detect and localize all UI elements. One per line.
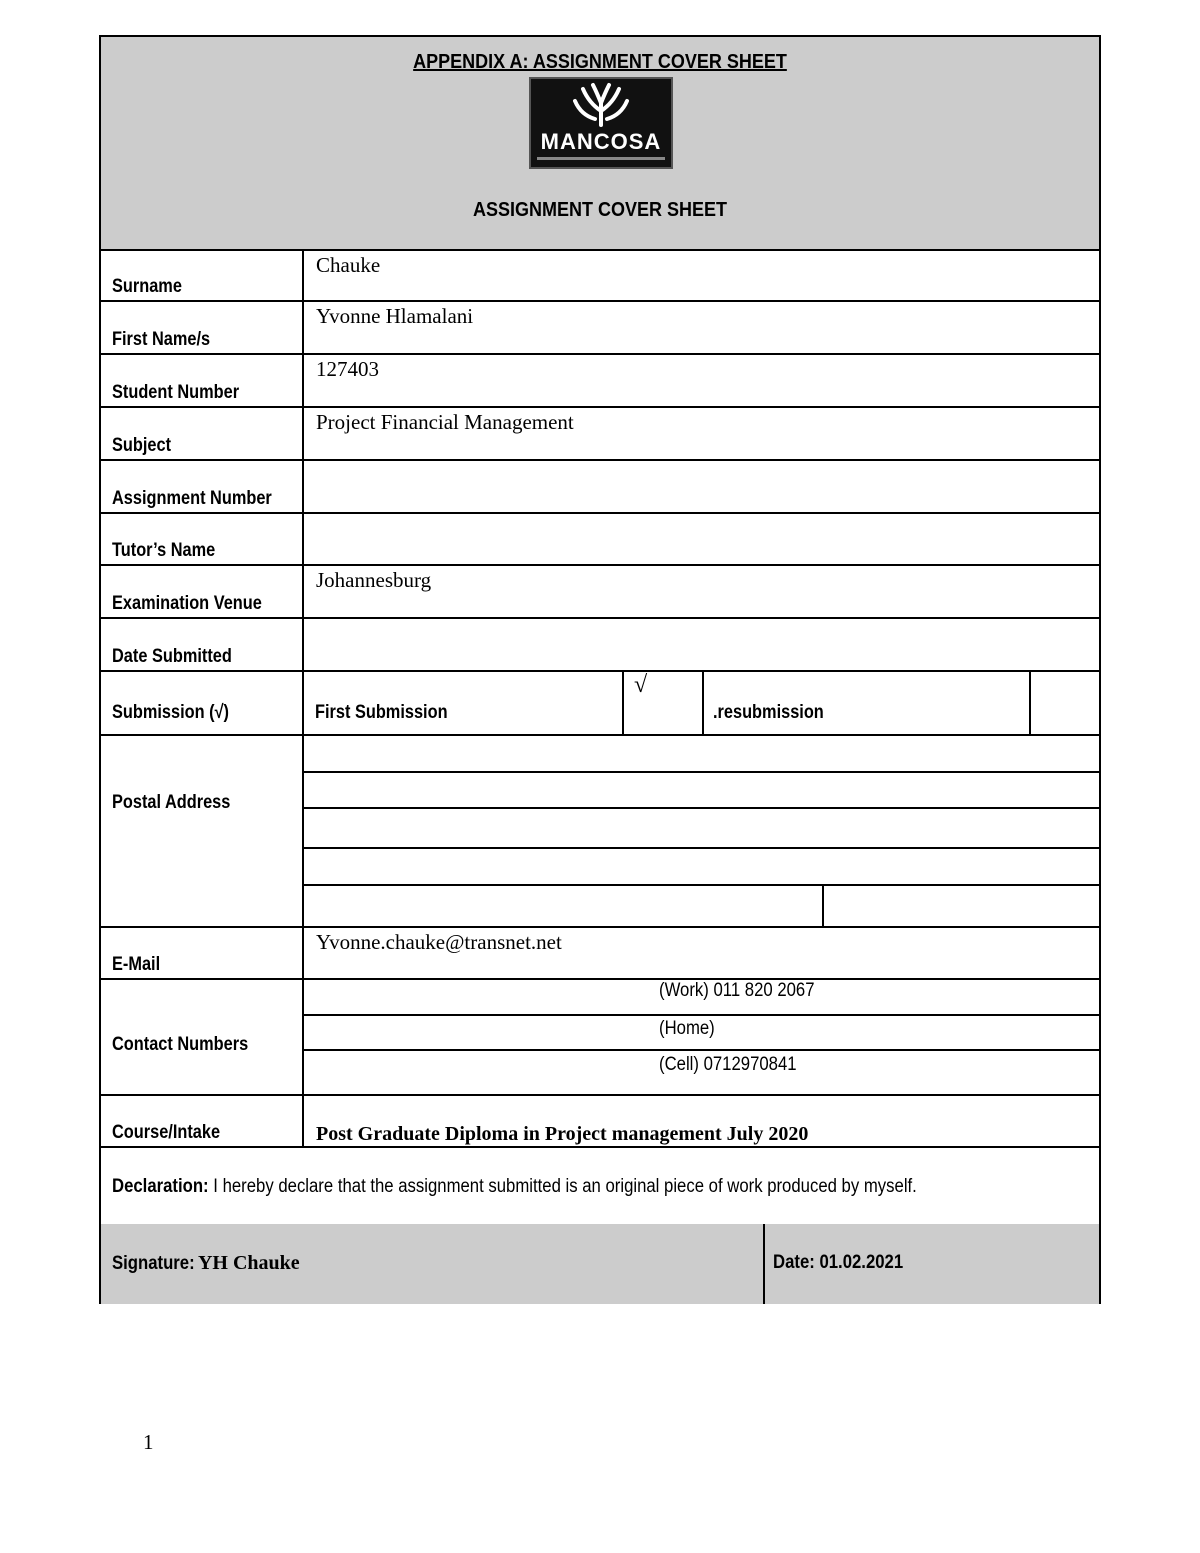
logo-wordmark: MANCOSA <box>540 129 662 154</box>
surname-label: Surname <box>112 276 182 297</box>
subject-value[interactable]: Project Financial Management <box>316 410 574 434</box>
email-value[interactable]: Yvonne.chauke@transnet.net <box>316 930 562 954</box>
resubmission-cell <box>704 672 1031 734</box>
row-course-intake <box>101 1096 1099 1148</box>
row-exam-venue <box>101 566 1099 619</box>
contact-cell[interactable]: (Cell) 0712970841 <box>659 1054 797 1075</box>
first-names-value[interactable]: Yvonne Hlamalani <box>316 304 474 328</box>
date-cell <box>773 1252 903 1274</box>
row-tutor-name <box>101 514 1099 566</box>
signature-cell <box>101 1224 765 1304</box>
student-number-value[interactable]: 127403 <box>316 357 379 381</box>
first-names-label: First Name/s <box>112 329 211 350</box>
submission-label: Submission (√) <box>112 702 230 723</box>
date-submitted-label: Date Submitted <box>112 646 232 667</box>
row-date-submitted <box>101 619 1099 672</box>
signature-row <box>101 1224 1099 1304</box>
surname-value[interactable]: Chauke <box>316 253 381 277</box>
postal-line-4 <box>304 884 1099 886</box>
tutor-name-label: Tutor’s Name <box>112 540 216 561</box>
declaration-text: I hereby declare that the assignment submitted is an original piece of work produced by myself. <box>208 1176 917 1197</box>
contact-home[interactable]: (Home) <box>659 1018 715 1039</box>
row-subject <box>101 408 1099 461</box>
student-number-label: Student Number <box>112 382 240 403</box>
logo-tagline-strip <box>537 157 665 160</box>
first-submission-check-mark: √ <box>634 672 648 698</box>
row-declaration <box>101 1148 1099 1226</box>
logo-tree-icon <box>531 81 671 131</box>
contact-work[interactable]: (Work) 011 820 2067 <box>659 980 815 1001</box>
cover-header <box>101 37 1099 251</box>
cover-subtitle: ASSIGNMENT COVER SHEET <box>472 199 728 221</box>
subject-label: Subject <box>112 435 172 456</box>
signature-value[interactable]: YH Chauke <box>197 1252 300 1274</box>
row-first-names <box>101 302 1099 355</box>
first-submission-label: First Submission <box>315 702 448 723</box>
postal-address-label: Postal Address <box>112 792 231 813</box>
signature-label: Signature: <box>112 1253 195 1274</box>
row-student-number <box>101 355 1099 408</box>
postal-code-divider <box>822 884 824 926</box>
contact-numbers-label: Contact Numbers <box>112 1034 249 1055</box>
row-assignment-number <box>101 461 1099 514</box>
postal-line-1 <box>304 771 1099 773</box>
row-submission <box>101 672 1099 736</box>
cover-sheet-table <box>99 35 1101 1304</box>
date-label: Date: <box>773 1252 820 1273</box>
appendix-title: APPENDIX A: ASSIGNMENT COVER SHEET <box>413 51 787 73</box>
mancosa-logo <box>529 77 673 169</box>
contact-line-2 <box>304 1049 1099 1051</box>
first-submission-checkbox[interactable] <box>624 672 704 734</box>
assignment-number-label: Assignment Number <box>112 488 272 509</box>
postal-line-2 <box>304 807 1099 809</box>
declaration-label: Declaration: <box>112 1176 209 1197</box>
exam-venue-value[interactable]: Johannesburg <box>316 568 432 592</box>
page-number: 1 <box>143 1430 154 1454</box>
row-email <box>101 928 1099 980</box>
first-submission-cell <box>304 672 624 734</box>
contact-line-1 <box>304 1014 1099 1016</box>
email-label: E-Mail <box>112 954 161 975</box>
postal-line-3 <box>304 847 1099 849</box>
exam-venue-label: Examination Venue <box>112 593 262 614</box>
row-surname <box>101 251 1099 302</box>
course-intake-value[interactable]: Post Graduate Diploma in Project management July 2020 <box>316 1123 809 1145</box>
resubmission-label: .resubmission <box>713 702 824 723</box>
date-value[interactable]: 01.02.2021 <box>819 1252 904 1273</box>
resubmission-checkbox[interactable] <box>1031 672 1101 734</box>
row-contact-numbers <box>101 980 1099 1096</box>
row-postal-address <box>101 736 1099 928</box>
course-intake-label: Course/Intake <box>112 1122 221 1143</box>
